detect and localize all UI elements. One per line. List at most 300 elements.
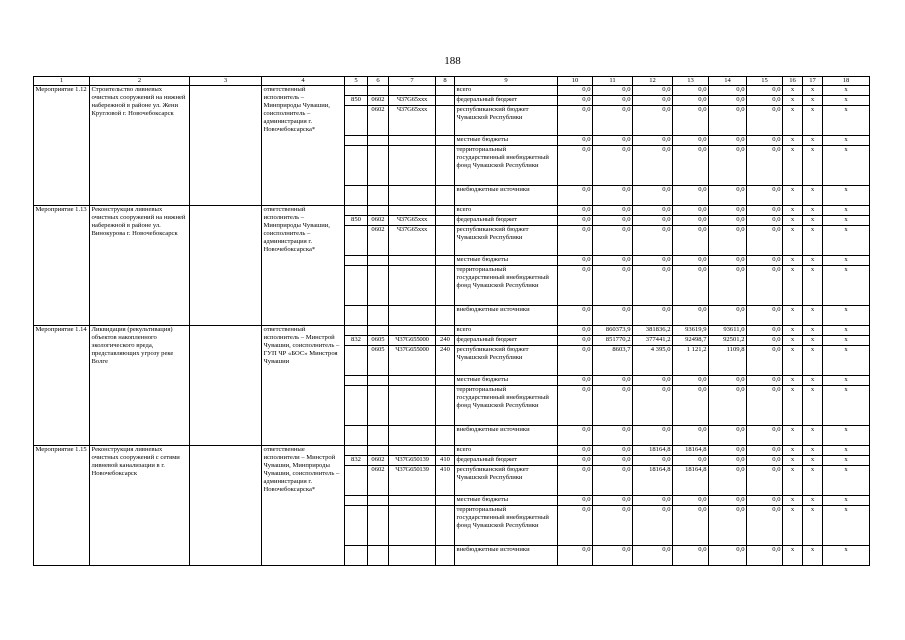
section-code-cell bbox=[368, 136, 389, 146]
value-cell: 0,0 bbox=[747, 266, 783, 306]
value-cell: 0,0 bbox=[558, 546, 593, 566]
value-cell: x bbox=[783, 106, 803, 136]
value-cell: 0,0 bbox=[747, 136, 783, 146]
value-cell: x bbox=[783, 466, 803, 496]
value-cell: 0,0 bbox=[633, 376, 673, 386]
value-cell: 0,0 bbox=[633, 146, 673, 186]
value-cell: 0,0 bbox=[633, 506, 673, 546]
grbs-code-cell bbox=[345, 86, 368, 96]
column-header: 9 bbox=[455, 77, 558, 86]
funding-source-cell: федеральный бюджет bbox=[455, 96, 558, 106]
section-code-cell bbox=[368, 496, 389, 506]
grbs-code-cell bbox=[345, 386, 368, 426]
target-article-cell bbox=[389, 426, 436, 446]
value-cell: x bbox=[783, 326, 803, 336]
value-cell: 18164,8 bbox=[633, 466, 673, 496]
funding-source-cell: местные бюджеты bbox=[455, 376, 558, 386]
value-cell: 0,0 bbox=[747, 506, 783, 546]
funding-source-cell: внебюджетные источники bbox=[455, 426, 558, 446]
page-number: 188 bbox=[444, 55, 461, 67]
event-name-cell: Реконструкция ливневых очистных сооружений на нижней набережной в районе ул. Винокурова г. Новочебоксарск bbox=[90, 206, 190, 326]
value-cell: x bbox=[823, 466, 870, 496]
section-code-cell bbox=[368, 326, 389, 336]
value-cell: 0,0 bbox=[558, 346, 593, 376]
value-cell: 0,0 bbox=[747, 86, 783, 96]
value-cell: 0,0 bbox=[558, 426, 593, 446]
value-cell: x bbox=[783, 226, 803, 256]
value-cell: 0,0 bbox=[558, 86, 593, 96]
value-cell: 0,0 bbox=[709, 426, 747, 446]
target-article-cell bbox=[389, 146, 436, 186]
section-code-cell: 0602 bbox=[368, 216, 389, 226]
value-cell: 377441,2 bbox=[633, 336, 673, 346]
value-cell: x bbox=[823, 546, 870, 566]
funding-source-cell: местные бюджеты bbox=[455, 496, 558, 506]
value-cell: x bbox=[803, 136, 823, 146]
value-cell: 0,0 bbox=[673, 496, 709, 506]
value-cell: x bbox=[783, 146, 803, 186]
value-cell: 1 121,2 bbox=[673, 346, 709, 376]
expense-type-cell bbox=[436, 266, 455, 306]
value-cell: 0,0 bbox=[673, 506, 709, 546]
value-cell: 0,0 bbox=[673, 146, 709, 186]
value-cell: 0,0 bbox=[633, 546, 673, 566]
column-header: 1 bbox=[34, 77, 90, 86]
value-cell: x bbox=[823, 376, 870, 386]
col3-cell bbox=[190, 326, 262, 446]
event-id-cell: Мероприятие 1.13 bbox=[34, 206, 90, 326]
target-article-cell bbox=[389, 136, 436, 146]
section-code-cell: 0602 bbox=[368, 226, 389, 256]
column-header: 18 bbox=[823, 77, 870, 86]
value-cell: x bbox=[803, 266, 823, 306]
grbs-code-cell: 850 bbox=[345, 96, 368, 106]
section-code-cell: 0602 bbox=[368, 456, 389, 466]
expense-type-cell: 410 bbox=[436, 466, 455, 496]
funding-source-cell: местные бюджеты bbox=[455, 136, 558, 146]
value-cell: 0,0 bbox=[558, 136, 593, 146]
column-header: 17 bbox=[803, 77, 823, 86]
target-article-cell bbox=[389, 256, 436, 266]
value-cell: x bbox=[783, 376, 803, 386]
funding-source-cell: внебюджетные источники bbox=[455, 546, 558, 566]
value-cell: 0,0 bbox=[593, 96, 633, 106]
value-cell: 0,0 bbox=[747, 496, 783, 506]
value-cell: 0,0 bbox=[673, 206, 709, 216]
expense-type-cell bbox=[436, 446, 455, 456]
value-cell: 0,0 bbox=[747, 456, 783, 466]
section-code-cell: 0602 bbox=[368, 106, 389, 136]
col3-cell bbox=[190, 206, 262, 326]
value-cell: x bbox=[783, 86, 803, 96]
funding-source-cell: республиканский бюджет Чувашской Республики bbox=[455, 226, 558, 256]
section-code-cell bbox=[368, 206, 389, 216]
expense-type-cell: 240 bbox=[436, 336, 455, 346]
value-cell: 8603,7 bbox=[593, 346, 633, 376]
value-cell: 0,0 bbox=[593, 386, 633, 426]
target-article-cell: Ч37G65ххх bbox=[389, 226, 436, 256]
section-code-cell bbox=[368, 446, 389, 456]
value-cell: 0,0 bbox=[593, 446, 633, 456]
value-cell: 0,0 bbox=[593, 86, 633, 96]
value-cell: 0,0 bbox=[747, 376, 783, 386]
target-article-cell bbox=[389, 376, 436, 386]
value-cell: 0,0 bbox=[747, 426, 783, 446]
value-cell: 0,0 bbox=[558, 506, 593, 546]
value-cell: 0,0 bbox=[747, 546, 783, 566]
value-cell: 0,0 bbox=[593, 216, 633, 226]
value-cell: x bbox=[783, 386, 803, 426]
grbs-code-cell bbox=[345, 346, 368, 376]
value-cell: 0,0 bbox=[593, 546, 633, 566]
expense-type-cell bbox=[436, 216, 455, 226]
column-header: 3 bbox=[190, 77, 262, 86]
target-article-cell bbox=[389, 266, 436, 306]
expense-type-cell bbox=[436, 496, 455, 506]
value-cell: 0,0 bbox=[558, 146, 593, 186]
grbs-code-cell bbox=[345, 446, 368, 456]
executor-cell: ответственные исполнители – Минстрой Чувашии, Минприроды Чувашии, соисполнитель – администрация г. Новочебоксарска* bbox=[262, 446, 345, 566]
grbs-code-cell bbox=[345, 326, 368, 336]
expense-type-cell bbox=[436, 106, 455, 136]
target-article-cell: Ч37G65ххх bbox=[389, 216, 436, 226]
section-code-cell bbox=[368, 256, 389, 266]
expense-type-cell bbox=[436, 206, 455, 216]
value-cell: 0,0 bbox=[747, 226, 783, 256]
value-cell: 0,0 bbox=[747, 306, 783, 326]
grbs-code-cell bbox=[345, 266, 368, 306]
value-cell: 0,0 bbox=[633, 496, 673, 506]
grbs-code-cell bbox=[345, 186, 368, 206]
value-cell: 0,0 bbox=[673, 226, 709, 256]
grbs-code-cell: 850 bbox=[345, 216, 368, 226]
section-code-cell bbox=[368, 266, 389, 306]
value-cell: 0,0 bbox=[633, 386, 673, 426]
value-cell: 0,0 bbox=[673, 266, 709, 306]
value-cell: 0,0 bbox=[593, 426, 633, 446]
value-cell: x bbox=[783, 256, 803, 266]
section-code-cell bbox=[368, 386, 389, 426]
target-article-cell bbox=[389, 206, 436, 216]
value-cell: x bbox=[783, 96, 803, 106]
value-cell: 0,0 bbox=[558, 326, 593, 336]
funding-source-cell: всего bbox=[455, 446, 558, 456]
column-header: 11 bbox=[593, 77, 633, 86]
col3-cell bbox=[190, 446, 262, 566]
header-row bbox=[34, 77, 870, 86]
table-body bbox=[34, 77, 870, 566]
grbs-code-cell bbox=[345, 466, 368, 496]
value-cell: x bbox=[803, 216, 823, 226]
value-cell: 0,0 bbox=[709, 216, 747, 226]
value-cell: x bbox=[823, 136, 870, 146]
column-header: 15 bbox=[747, 77, 783, 86]
value-cell: 0,0 bbox=[673, 386, 709, 426]
target-article-cell bbox=[389, 446, 436, 456]
table-row bbox=[34, 326, 870, 336]
grbs-code-cell bbox=[345, 426, 368, 446]
value-cell: 93619,9 bbox=[673, 326, 709, 336]
value-cell: 0,0 bbox=[593, 266, 633, 306]
value-cell: 0,0 bbox=[593, 106, 633, 136]
funding-source-cell: внебюджетные источники bbox=[455, 186, 558, 206]
column-header: 13 bbox=[673, 77, 709, 86]
value-cell: x bbox=[823, 386, 870, 426]
value-cell: 0,0 bbox=[558, 336, 593, 346]
section-code-cell bbox=[368, 506, 389, 546]
target-article-cell bbox=[389, 506, 436, 546]
grbs-code-cell bbox=[345, 226, 368, 256]
funding-source-cell: всего bbox=[455, 326, 558, 336]
value-cell: 0,0 bbox=[633, 86, 673, 96]
value-cell: 0,0 bbox=[633, 206, 673, 216]
value-cell: 0,0 bbox=[709, 226, 747, 256]
value-cell: x bbox=[823, 186, 870, 206]
value-cell: 18164,8 bbox=[673, 466, 709, 496]
value-cell: 0,0 bbox=[558, 186, 593, 206]
value-cell: 0,0 bbox=[593, 206, 633, 216]
value-cell: 0,0 bbox=[593, 456, 633, 466]
value-cell: 0,0 bbox=[709, 506, 747, 546]
value-cell: x bbox=[783, 216, 803, 226]
value-cell: x bbox=[823, 456, 870, 466]
expense-type-cell: 240 bbox=[436, 346, 455, 376]
value-cell: x bbox=[823, 426, 870, 446]
grbs-code-cell: 832 bbox=[345, 336, 368, 346]
value-cell: 0,0 bbox=[558, 386, 593, 426]
value-cell: x bbox=[783, 186, 803, 206]
grbs-code-cell bbox=[345, 496, 368, 506]
expense-type-cell bbox=[436, 506, 455, 546]
value-cell: x bbox=[803, 256, 823, 266]
value-cell: 0,0 bbox=[709, 456, 747, 466]
value-cell: 0,0 bbox=[673, 546, 709, 566]
value-cell: 0,0 bbox=[747, 386, 783, 426]
value-cell: 0,0 bbox=[709, 96, 747, 106]
funding-source-cell: республиканский бюджет Чувашской Республики bbox=[455, 106, 558, 136]
value-cell: x bbox=[803, 466, 823, 496]
value-cell: 0,0 bbox=[633, 256, 673, 266]
value-cell: x bbox=[783, 346, 803, 376]
expense-type-cell bbox=[436, 226, 455, 256]
value-cell: x bbox=[783, 266, 803, 306]
value-cell: 0,0 bbox=[673, 426, 709, 446]
target-article-cell: Ч37G650139 bbox=[389, 456, 436, 466]
value-cell: 0,0 bbox=[593, 466, 633, 496]
value-cell: 381836,2 bbox=[633, 326, 673, 336]
value-cell: 0,0 bbox=[673, 376, 709, 386]
value-cell: 0,0 bbox=[709, 466, 747, 496]
value-cell: 1109,8 bbox=[709, 346, 747, 376]
grbs-code-cell bbox=[345, 206, 368, 216]
column-header: 14 bbox=[709, 77, 747, 86]
value-cell: 860373,9 bbox=[593, 326, 633, 336]
value-cell: 0,0 bbox=[709, 306, 747, 326]
value-cell: 18164,8 bbox=[673, 446, 709, 456]
value-cell: x bbox=[783, 456, 803, 466]
value-cell: x bbox=[823, 206, 870, 216]
value-cell: 93611,0 bbox=[709, 326, 747, 336]
value-cell: x bbox=[783, 206, 803, 216]
value-cell: x bbox=[803, 386, 823, 426]
value-cell: x bbox=[823, 86, 870, 96]
value-cell: 0,0 bbox=[747, 186, 783, 206]
value-cell: 0,0 bbox=[633, 216, 673, 226]
value-cell: 0,0 bbox=[747, 326, 783, 336]
section-code-cell bbox=[368, 86, 389, 96]
value-cell: 0,0 bbox=[593, 136, 633, 146]
value-cell: 0,0 bbox=[558, 106, 593, 136]
expense-type-cell bbox=[436, 376, 455, 386]
value-cell: x bbox=[783, 446, 803, 456]
value-cell: 92498,7 bbox=[673, 336, 709, 346]
value-cell: 0,0 bbox=[593, 186, 633, 206]
value-cell: 0,0 bbox=[747, 216, 783, 226]
section-code-cell: 0605 bbox=[368, 346, 389, 376]
target-article-cell bbox=[389, 546, 436, 566]
funding-source-cell: федеральный бюджет bbox=[455, 336, 558, 346]
value-cell: x bbox=[823, 446, 870, 456]
value-cell: 0,0 bbox=[709, 376, 747, 386]
value-cell: 0,0 bbox=[709, 256, 747, 266]
grbs-code-cell bbox=[345, 306, 368, 326]
value-cell: 0,0 bbox=[709, 146, 747, 186]
table-row bbox=[34, 206, 870, 216]
expense-type-cell bbox=[436, 386, 455, 426]
column-header: 10 bbox=[558, 77, 593, 86]
value-cell: 0,0 bbox=[673, 186, 709, 206]
value-cell: 0,0 bbox=[747, 346, 783, 376]
value-cell: 0,0 bbox=[747, 336, 783, 346]
executor-cell: ответственный исполнитель – Минприроды Чувашии, соисполнитель – администрация г. Новочебоксарска* bbox=[262, 86, 345, 206]
value-cell: 0,0 bbox=[593, 506, 633, 546]
value-cell: x bbox=[823, 506, 870, 546]
funding-source-cell: территориальный государственный внебюджетный фонд Чувашской Республики bbox=[455, 266, 558, 306]
event-name-cell: Ликвидация (рекультивация) объектов накопленного экологического вреда, представляющих угрозу реке Волге bbox=[90, 326, 190, 446]
value-cell: 0,0 bbox=[709, 546, 747, 566]
column-header: 2 bbox=[90, 77, 190, 86]
expense-type-cell bbox=[436, 306, 455, 326]
value-cell: x bbox=[803, 306, 823, 326]
value-cell: 0,0 bbox=[747, 256, 783, 266]
value-cell: x bbox=[783, 336, 803, 346]
value-cell: 0,0 bbox=[709, 106, 747, 136]
event-name-cell: Строительство ливневых очистных сооружений на нижней набережной в районе ул. Жени Кругловой г. Новочебоксарск bbox=[90, 86, 190, 206]
section-code-cell bbox=[368, 376, 389, 386]
value-cell: 0,0 bbox=[558, 376, 593, 386]
value-cell: x bbox=[783, 306, 803, 326]
expense-type-cell bbox=[436, 426, 455, 446]
value-cell: x bbox=[823, 226, 870, 256]
value-cell: x bbox=[823, 306, 870, 326]
value-cell: 0,0 bbox=[633, 306, 673, 326]
value-cell: x bbox=[823, 496, 870, 506]
grbs-code-cell: 832 bbox=[345, 456, 368, 466]
value-cell: x bbox=[803, 456, 823, 466]
value-cell: 0,0 bbox=[709, 266, 747, 306]
value-cell: x bbox=[803, 226, 823, 256]
value-cell: 0,0 bbox=[593, 226, 633, 256]
funding-source-cell: федеральный бюджет bbox=[455, 216, 558, 226]
funding-source-cell: республиканский бюджет Чувашской Республики bbox=[455, 466, 558, 496]
value-cell: 0,0 bbox=[747, 446, 783, 456]
event-id-cell: Мероприятие 1.15 bbox=[34, 446, 90, 566]
value-cell: x bbox=[783, 496, 803, 506]
value-cell: x bbox=[803, 496, 823, 506]
value-cell: 0,0 bbox=[709, 386, 747, 426]
section-code-cell bbox=[368, 186, 389, 206]
grbs-code-cell bbox=[345, 546, 368, 566]
value-cell: 4 395,0 bbox=[633, 346, 673, 376]
value-cell: x bbox=[823, 256, 870, 266]
column-header: 4 bbox=[262, 77, 345, 86]
table-row bbox=[34, 446, 870, 456]
value-cell: 0,0 bbox=[593, 256, 633, 266]
value-cell: x bbox=[823, 346, 870, 376]
value-cell: 0,0 bbox=[593, 146, 633, 186]
value-cell: 0,0 bbox=[673, 256, 709, 266]
value-cell: 0,0 bbox=[673, 96, 709, 106]
value-cell: x bbox=[803, 346, 823, 376]
value-cell: 0,0 bbox=[673, 456, 709, 466]
value-cell: 0,0 bbox=[558, 206, 593, 216]
value-cell: x bbox=[803, 376, 823, 386]
expense-type-cell bbox=[436, 136, 455, 146]
value-cell: 0,0 bbox=[747, 106, 783, 136]
value-cell: x bbox=[803, 96, 823, 106]
section-code-cell: 0605 bbox=[368, 336, 389, 346]
section-code-cell: 0602 bbox=[368, 96, 389, 106]
value-cell: 0,0 bbox=[633, 186, 673, 206]
event-id-cell: Мероприятие 1.12 bbox=[34, 86, 90, 206]
value-cell: x bbox=[823, 106, 870, 136]
value-cell: 0,0 bbox=[673, 106, 709, 136]
value-cell: x bbox=[823, 216, 870, 226]
section-code-cell bbox=[368, 306, 389, 326]
target-article-cell bbox=[389, 86, 436, 96]
funding-source-cell: территориальный государственный внебюджетный фонд Чувашской Республики bbox=[455, 146, 558, 186]
target-article-cell: Ч37G650139 bbox=[389, 466, 436, 496]
value-cell: x bbox=[823, 96, 870, 106]
value-cell: x bbox=[803, 146, 823, 186]
funding-source-cell: внебюджетные источники bbox=[455, 306, 558, 326]
expense-type-cell bbox=[436, 546, 455, 566]
target-article-cell bbox=[389, 386, 436, 426]
funding-source-cell: всего bbox=[455, 206, 558, 216]
value-cell: x bbox=[803, 336, 823, 346]
section-code-cell bbox=[368, 426, 389, 446]
value-cell: 851770,2 bbox=[593, 336, 633, 346]
target-article-cell: Ч37G655000 bbox=[389, 336, 436, 346]
event-id-cell: Мероприятие 1.14 bbox=[34, 326, 90, 446]
funding-source-cell: всего bbox=[455, 86, 558, 96]
funding-source-cell: местные бюджеты bbox=[455, 256, 558, 266]
value-cell: 0,0 bbox=[709, 446, 747, 456]
value-cell: 0,0 bbox=[633, 426, 673, 446]
value-cell: 0,0 bbox=[558, 96, 593, 106]
grbs-code-cell bbox=[345, 146, 368, 186]
value-cell: 0,0 bbox=[709, 496, 747, 506]
value-cell: 0,0 bbox=[558, 456, 593, 466]
value-cell: 0,0 bbox=[633, 266, 673, 306]
value-cell: 0,0 bbox=[593, 306, 633, 326]
value-cell: 0,0 bbox=[709, 186, 747, 206]
column-header: 6 bbox=[368, 77, 389, 86]
expense-type-cell bbox=[436, 86, 455, 96]
value-cell: x bbox=[783, 546, 803, 566]
value-cell: 0,0 bbox=[593, 376, 633, 386]
section-code-cell: 0602 bbox=[368, 466, 389, 496]
